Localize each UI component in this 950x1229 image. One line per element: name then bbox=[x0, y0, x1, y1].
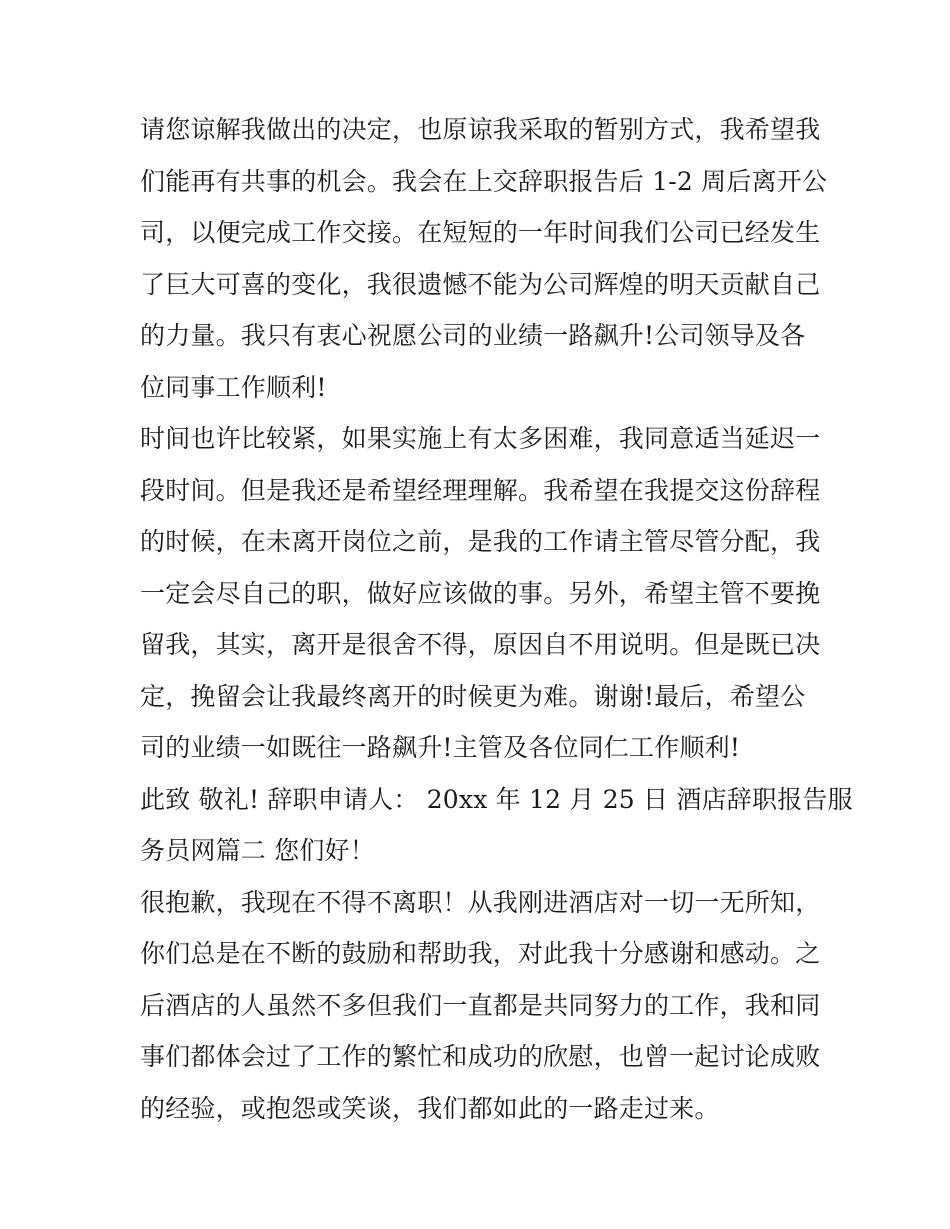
text-line: 司的业绩一如既往一路飙升!主管及各位同仁工作顺利! bbox=[140, 733, 741, 762]
text-line: 务员网篇二 您们好！ bbox=[140, 836, 375, 865]
text-line: 的力量。我只有衷心祝愿公司的业绩一路飙升!公司领导及各 bbox=[140, 321, 806, 350]
text-line: 段时间。但是我还是希望经理理解。我希望在我提交这份辞程 bbox=[140, 475, 821, 505]
text-line: 了巨大可喜的变化，我很遗憾不能为公司辉煌的明天贡献自己 bbox=[140, 269, 821, 299]
text-line: 事们都体会过了工作的繁忙和成功的欣慰，也曾一起讨论成败 bbox=[140, 1042, 821, 1071]
text-line: 你们总是在不断的鼓励和帮助我，对此我十分感谢和感动。之 bbox=[140, 939, 821, 968]
text-line: 留我，其实，离开是很舍不得，原因自不用说明。但是既已决 bbox=[140, 630, 821, 659]
text-line: 很抱歉，我现在不得不离职！从我刚进酒店对一切一无所知， bbox=[140, 887, 821, 917]
text-line: 此致 敬礼! 辞职申请人： 20xx 年 12 月 25 日 酒店辞职报告服 bbox=[140, 784, 853, 814]
text-line: 位同事工作顺利! bbox=[140, 372, 327, 402]
text-line: 的时候，在未离开岗位之前，是我的工作请主管尽管分配，我 bbox=[140, 527, 821, 556]
document-body bbox=[140, 104, 853, 1134]
text-line: 时间也许比较紧，如果实施上有太多困难，我同意适当延迟一 bbox=[140, 424, 821, 453]
text-line: 后酒店的人虽然不多但我们一直都是共同努力的工作，我和同 bbox=[140, 990, 821, 1020]
text-line: 一定会尽自己的职，做好应该做的事。另外，希望主管不要挽 bbox=[140, 578, 821, 608]
text-line: 请您谅解我做出的决定，也原谅我采取的暂别方式，我希望我 bbox=[140, 115, 821, 144]
text-line: 们能再有共事的机会。我会在上交辞职报告后 1-2 周后离开公 bbox=[140, 166, 828, 196]
text-line: 的经验，或抱怨或笑谈，我们都如此的一路走过来。 bbox=[140, 1093, 720, 1123]
text-line: 定，挽留会让我最终离开的时候更为难。谢谢!最后，希望公 bbox=[140, 681, 806, 711]
text-line: 司，以便完成工作交接。在短短的一年时间我们公司已经发生 bbox=[140, 218, 821, 247]
